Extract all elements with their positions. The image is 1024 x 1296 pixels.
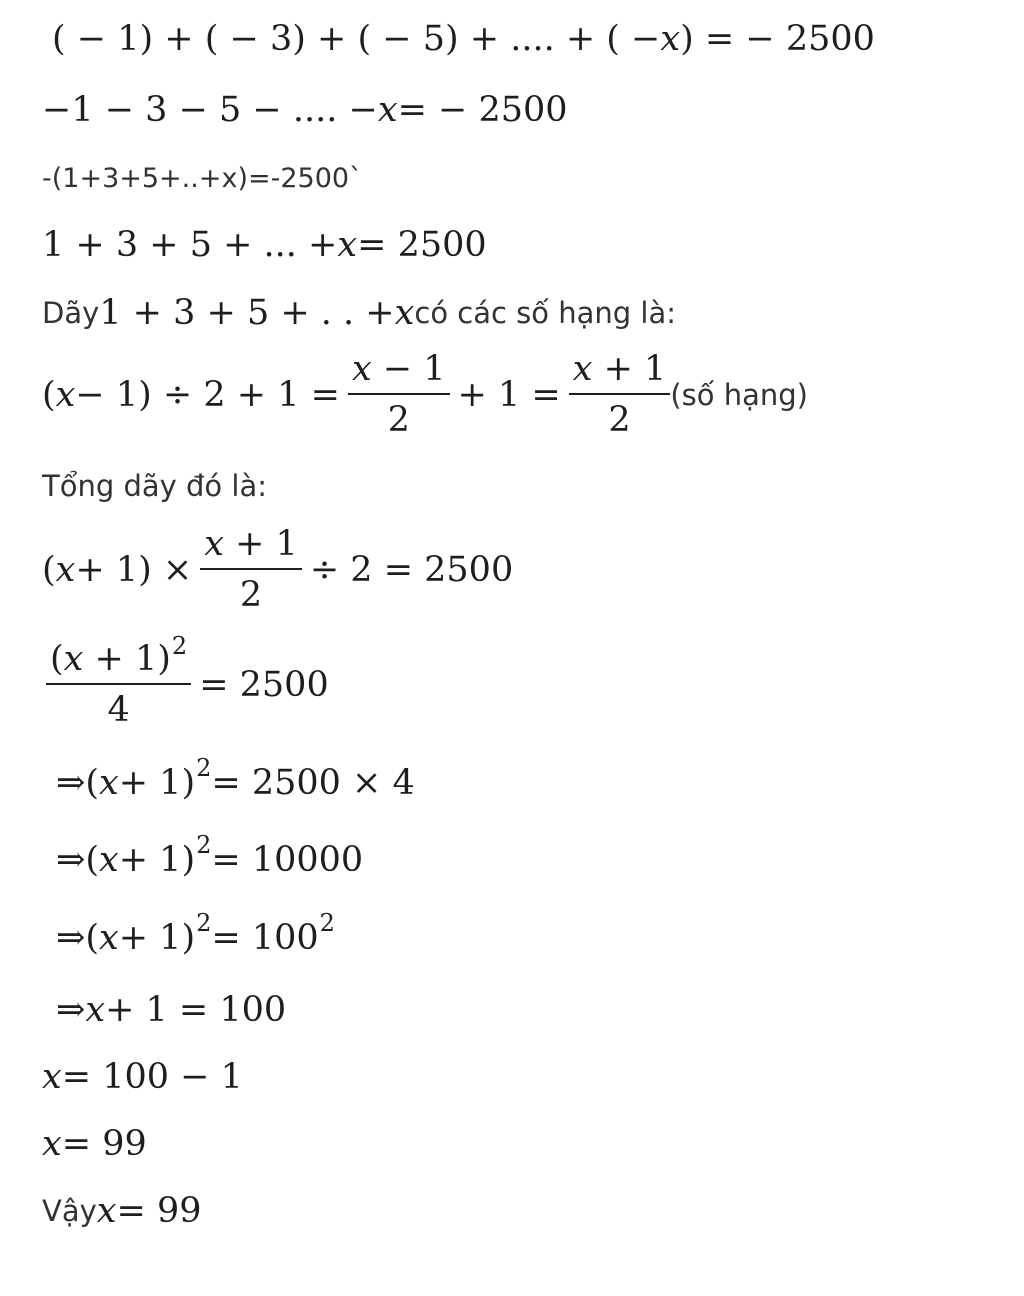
imp2-open: ( [85,840,99,880]
res2-right: = 99 [61,1124,147,1164]
imp4-right: + 1 = 100 [105,990,287,1030]
imp2-var: x [98,840,119,880]
result-line-2 [42,1124,147,1164]
conclusion-line [42,1191,202,1231]
sq-frac-var: x [63,639,84,679]
sf-frac-numerator [200,524,302,568]
implication-line-3 [56,908,335,958]
imp1-open: ( [85,763,99,803]
tc-var: x [55,374,76,415]
eq2-var: x [377,90,398,130]
seq-intro-prefix: Dãy [42,296,100,330]
seq-intro-suffix: có các số hạng là: [414,296,676,330]
equation-line-3-plain: -(1+3+5+..+x)=-2500` [42,163,363,194]
imp3-right: = 100 [211,918,319,958]
equation-line-2 [42,90,568,130]
seq-intro-math: 1 + 3 + 5 + . . + [99,293,395,333]
conclusion-prefix: Vậy [42,1194,97,1228]
conclusion-right: = 99 [116,1191,202,1231]
implication-line-1 [56,753,415,803]
equation-line-4 [42,225,487,265]
imp3-exponent-2: 2 [319,908,335,937]
imp1-right: = 2500 × 4 [211,763,415,803]
squared-fraction-line [46,632,329,730]
sf-frac-var: x [204,524,224,564]
sum-formula-line [42,524,514,615]
implication-line-4 [56,990,287,1030]
eq2-right: = − 2500 [397,90,568,130]
imp1-arrow: ⇒ [56,763,86,803]
sf-var: x [55,549,76,590]
tc-frac2-var: x [572,349,593,389]
sf-frac-denominator: 2 [239,575,263,615]
tc-frac1-num-rest: − 1 [371,349,446,389]
sq-frac-close: + 1) [83,639,171,679]
imp3-close: + 1) [118,918,196,958]
seq-intro-var: x [394,293,415,333]
sum-intro-line: Tổng dãy đó là: [42,469,267,503]
imp3-exponent: 2 [196,908,212,937]
tc-suffix: (số hạng) [670,377,808,412]
imp2-exponent: 2 [196,830,212,859]
sq-frac-denominator: 4 [107,690,130,730]
sf-left: + 1) × [75,549,193,590]
tc-frac1-numerator [348,349,450,393]
sf-fraction [200,524,302,615]
res2-var: x [42,1124,62,1164]
sf-frac-num-rest: + 1 [223,524,298,564]
imp1-exponent: 2 [196,753,212,782]
imp1-var: x [98,763,119,803]
sf-open: ( [42,549,56,590]
tc-open: ( [42,374,56,415]
tc-frac2-denominator: 2 [608,400,631,440]
sq-right: = 2500 [199,664,329,705]
equation-line-1 [52,19,875,59]
tc-fraction-1 [348,349,450,440]
conclusion-var: x [96,1191,117,1231]
implication-line-2 [56,830,364,880]
tc-frac2-num-rest: + 1 [592,349,667,389]
eq2-left: −1 − 3 − 5 − .... − [42,90,378,130]
tc-frac1-var: x [351,349,372,389]
imp2-right: = 10000 [211,840,364,880]
tc-mid: + 1 = [457,374,561,415]
term-count-line [42,349,808,440]
eq4-left: 1 + 3 + 5 + ... + [42,225,338,265]
imp4-var: x [85,990,106,1030]
imp3-arrow: ⇒ [56,918,86,958]
sq-fraction [46,632,191,730]
imp3-var: x [98,918,119,958]
imp4-arrow: ⇒ [56,990,86,1030]
tc-frac2-numerator [569,349,671,393]
eq4-var: x [337,225,358,265]
tc-fraction-2 [569,349,671,440]
result-line-1 [42,1057,243,1097]
eq1-right: ) = − 2500 [680,19,875,59]
res1-right: = 100 − 1 [61,1057,243,1097]
imp2-close: + 1) [118,840,196,880]
sq-frac-open: ( [50,639,64,679]
sf-right: ÷ 2 = 2500 [309,549,514,590]
imp1-close: + 1) [118,763,196,803]
res1-var: x [42,1057,62,1097]
tc-left: − 1) ÷ 2 + 1 = [75,374,340,415]
eq1-left: ( − 1) + ( − 3) + ( − 5) + .... + ( − [52,19,661,59]
sequence-intro-line [42,293,676,333]
imp2-arrow: ⇒ [56,840,86,880]
sq-frac-numerator [46,632,191,683]
tc-frac1-denominator: 2 [387,400,410,440]
eq1-var: x [660,19,681,59]
imp3-open: ( [85,918,99,958]
eq4-right: = 2500 [357,225,487,265]
sq-frac-exponent: 2 [171,632,188,660]
